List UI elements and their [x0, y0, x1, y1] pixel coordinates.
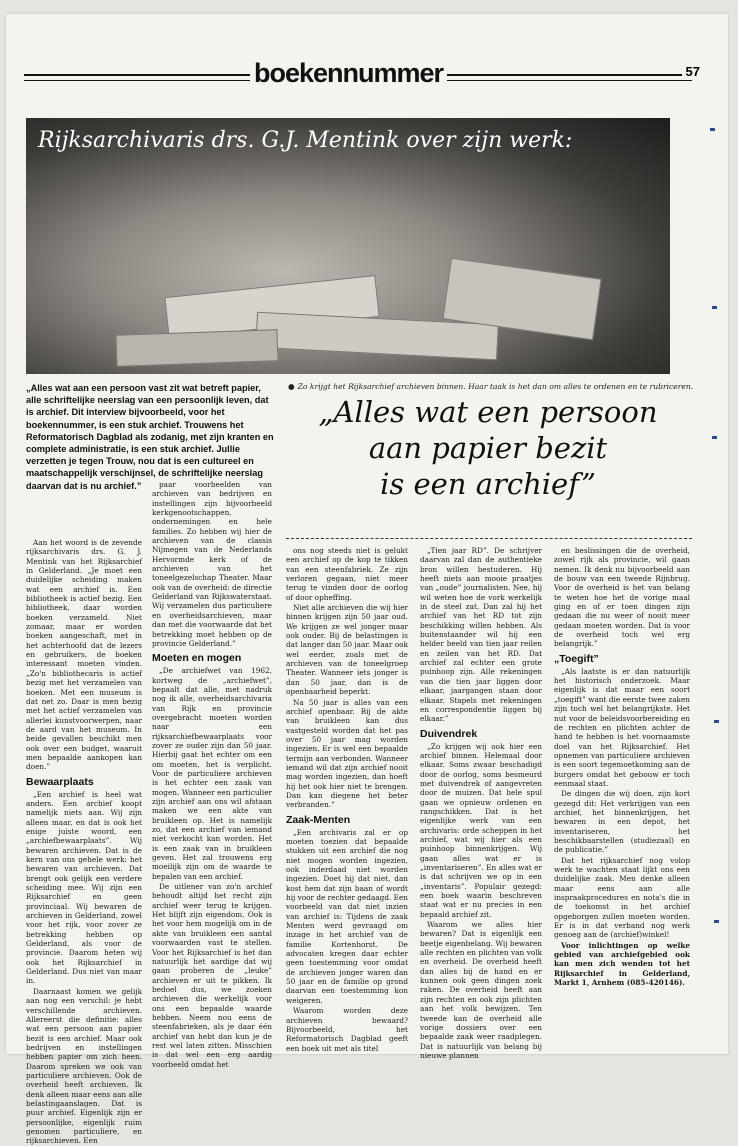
subheading: Zaak-Menten: [286, 813, 351, 826]
paragraph: Niet alle archieven die wij hier binnen krijgen zijn 50 jaar oud. We krijgen ze wel jonger maar ook ouder. Bij de belastingen is dat langer dan 50 jaar. Maar ook wel eerder, zoals met de archieven van de toneelgroep Theater. Wanneer iets jonger is dan 50 jaar, dan is de openbaarheid beperkt.: [286, 603, 408, 697]
pull-quote-divider: [286, 538, 692, 539]
photo-caption: [288, 382, 694, 391]
article-column-4: [420, 546, 542, 1060]
paragraph: paar voorbeelden van archieven van bedrijven en instellingen zijn bijvoorbeeld kerkgenootschappen, ondernemingen en hele families. Zo hebben wij hier de archieven van de classis Nijmegen van de Nederlands Hervormde kerk of de archieven van het toneelgezelschap Theater. Maar ook van de overheid: de directie Gelderland van Rijkswaterstaat. Wij verzamelen dus particuliere en overheidsarchieven, maar dan met die voorwaarde dat het betrekking moet hebben op de provincie Gelderland.”: [152, 480, 272, 648]
pull-quote-line: aan papier bezit: [368, 431, 608, 465]
paragraph: Waarom we alles hier bewaren? Dat is eigenlijk een beetje eigenbelang. Wij bewaren alle rechten en plichten van volk en overheid. De overheid heeft dan alles bij de hand en er kunnen ook geen dingen zoek raken. De overheid heeft aan zijn rechten en ook zijn plichten aan het volk bewijzen. Ten tweede kan de overheid alle vorige dossiers over een bepaalde zaak weer raadplegen. Dat is natuurlijk van belang bij nieuwe plannen: [420, 920, 542, 1060]
archive-photo: [26, 118, 670, 374]
caption-text: Zo krijgt het Rijksarchief archieven binnen. Haar taak is het dan om alles te ordenen en te rubriceren.: [297, 382, 694, 391]
binding-mark: [712, 306, 717, 309]
photo-headline: Rijksarchivaris drs. G.J. Mentink over zijn werk:: [38, 128, 573, 153]
paragraph: De uitlener van zo'n archief behoudt altijd het recht zijn archief weer terug te krijgen. Het blijft zijn eigendom. Ook is het voor hem mogelijk om in de akte van bruikleen een aantal voorwaarden vast te stellen. Voor het Rijksarchief is het dan natuurlijk het aardige dat wij gaan proberen de „leuke” archieven er uit te pikken. Ik bedoel dus, we zoeken archieven die werkelijk voor ons een bepaalde waarde hebben. Neem nou eens de steenfabrieken, als je daar één archief van hebt dan kun je de rest wel laten zitten. Misschien is dat wel een erg aardig voorbeeld omdat het: [152, 882, 272, 1069]
pull-quote: [288, 394, 688, 502]
paragraph: ons nog steeds niet is gelukt een archief op de kop te tikken van een steenfabriek. Ze zijn verloren gegaan, niet meer terug te vinden door de oorlog of door opheffing.: [286, 546, 408, 602]
binding-mark: [710, 128, 715, 131]
paragraph: Dat het rijksarchief nog volop werk te wachten staat lijkt ons een duidelijke zaak. Men denke alleen maar eens aan alle inspraakprocedures en nota's die in de toekomst in het archief opgeborgen zullen moeten worden. Er is in dat verband nog werk genoeg aan de (archief)winkel!: [554, 855, 690, 940]
paper-pile: [115, 329, 278, 367]
paragraph: De dingen die wij doen, zijn kort gezegd dit: Het verkrijgen van een archief, het binnenkrijgen, het bewaren in een depot, het inventariseren, het beschikbaarstellen (studiezaal) en de publicatie.”: [554, 789, 690, 855]
page-number: 57: [682, 64, 700, 79]
page-header: [24, 54, 700, 94]
subheading: Duivendrek: [420, 727, 478, 740]
binding-mark: [714, 720, 719, 723]
contact-paragraph: Voor inlichtingen op welke gebied van archiefgebied ook kan men zich wenden tot het Rijksarchief in Gelderland, Markt 1, Arnhem (085-420146).: [554, 940, 690, 988]
pull-quote-line: „Alles wat een persoon: [318, 395, 658, 429]
paragraph: Daarnaast komen we gelijk aan nog een verschil: je hebt verschillende archieven. Allereerst die definitie: alles wat een persoon aan papier bezit is een archief. Maar ook bedrijven en instellingen hebben papier om zich heen. Daarom spreken we ook van particuliere archieven. Ook de overheid heeft archieven. Ik denk alleen maar eens aan alle belastingaanslagen. Dat is puur archief. Eigenlijk zijn er persoonlijke, eigenlijk ruim genomen particuliere, en rijksarchieven. Een: [26, 986, 142, 1146]
paragraph: „De archiefwet van 1962, kortweg de „archiefwet”, bepaalt dat alle, met nadruk nog ik alle, overheidsarchivaria van Rijk en provincie overgebracht moeten worden naar een rijksarchiefbewaarplaats voor zover ze ouder zijn dan 50 jaar. Hierbij gaat het echter om een om moeten, het is verplicht. Voor de particuliere archieven is het echter een zaak van mogen. Wanneer een particulier zijn archief aan ons wil afstaan maken we een akte van bruikleen op. Het is namelijk zo, dat een archief van iemand niet verkocht kan worden. Het is een zaak van in bruikleen geven. Het zal trouwens erg moeilijk zijn om de waarde te bepalen van een archief.: [152, 666, 272, 881]
pull-quote-line: is een archief”: [380, 467, 596, 501]
paragraph: „Zo krijgen wij ook hier een archief binnen. Helemaal door elkaar. Soms zwaar beschadigd door de oorlog, soms besmeurd met duivendrek of aangevreten door de muizen. Dat hele spul gaan we opnieuw ordenen en rangschikken. Dat is het eigenlijke werk van een archivaris: orde scheppen in het archief, wat wij hier als een puinhoop binnenkrijgen. Wij gaan alles wat er is „inventariseren”. En alles wat er is dat schrijven we op in een „inventaris”. Populair gezegd: een boek waarin beschreven staat wat er nu precies in een bepaald archief zit.: [420, 741, 542, 919]
paragraph: „Tien jaar RD”. De schrijver daarvan zal dan de authentieke bron willen bestuderen. Hij heeft niets aan mooie praatjes van „oude” journalisten. Nee, hij wil weten hoe de vork werkelijk in de steel zat. Dan zal hij het archief van het RD tot zijn beschikking willen hebben. Als buitenstaander wil hij een helder beeld van tien jaar reilen en zeilen van het RD. Dat archief zal echter een grote puinhoop zijn. Alle rekeningen van die tien jaar liggen door elkaar, jaargangen staan door elkaar. Stapels met rekeningen en correspondentie liggen bij elkaar.”: [420, 546, 542, 724]
intro-paragraph: „Alles wat aan een persoon vast zit wat betreft papier, alle schriftelijke neerslag van een persoonlijk leven, dat is archief. Dit interview bijvoorbeeld, voor het boekennummer, is een stuk archief. Trouwens het Reformatorisch Dagblad als zodanig, met zijn kranten en complete administratie, is een stuk archief. Jullie verzetten je tegen Trouw, nou dat is een cultureel en maatschappelijk verschijnsel, de schriftelijke neerslag daarvan dat is nu archief.”: [26, 383, 274, 491]
paragraph: „Een archivaris zal er op moeten toezien dat bepaalde stukken uit een archief die nog niet mogen worden ingezien, ook inderdaad niet worden ingezien. Doet hij dat niet, dan kost hem dat zijn baan of wordt hij voor de rechter gedaagd. Een voorbeeld van dat niet inzien van archief is: Tijdens de zaak Menten werd gevraagd om inzage in het archief van de familie Kortenhorst. De advocaten kregen daar echter geen toestemming voor omdat de archieven jonger waren dan 50 jaar en de familie op grond daarvan een toestemming kon weigeren.: [286, 827, 408, 1005]
paragraph: „Als laatste is er dan natuurlijk het historisch onderzoek. Maar eigenlijk is dat maar een soort „toegift” want die eerste twee zaken zijn toch wel het belangrijkste. Het nut voor de beleidsvoorbereiding en de rechten en plichten achter de hand te hebben is het voornaamste doel van het Rijksarchief. Het opnemen van particuliere archieven is een soort tegemoetkoming aan de burgers omdat het gebouw er toch eenmaal staat.: [554, 666, 690, 788]
bullet-icon: ●: [288, 382, 295, 391]
paragraph: Aan het woord is de zevende rijksarchivaris drs. G. J. Mentink van het Rijksarchief in Gelderland. „Je moet een duidelijke scheiding maken wat een archief is. Een bibliotheek is actief bezig. Een bibliotheek, daar worden boeken verzameld. Niet zomaar, maar er worden boeken aangeschaft, met in het achterhoofd dat de lezers en gebruikers, de boeken interessant moeten vinden. „Zo'n bibliothecaris is actief bezig met het verzamelen van boeken. Met een museum is dat net zo. Daar is men bezig met het actief verzamelen van allerlei kunstvoorwerpen, naar de aard van het museum. In beide gevallen beschikt men ook over een budget, waaruit men bepaalde aankopen kan doen.”: [26, 538, 142, 772]
paragraph: Waarom worden deze archieven bewaard? Bijvoorbeeld, het Reformatorisch Dagblad geeft een boek uit met als titel: [286, 1006, 408, 1053]
paragraph: „Een archief is heel wat anders. Een archief koopt namelijk niets aan. Wij zijn alleen maar, en dat is ook het enige juiste woord, een „archiefbewaarplaats”. Wij bewaren archieven. Dat is de kern van ons gehele werk: het bewaren van archieven. Dat brengt ook gelijk een verdere scheiding mee. Wij zijn een Rijksarchief en geen provinciaal. Wij bewaren de archieven in Gelderland, zowel voor het rijk, voor zover ze betrekking hebben op Gelderland, als voor de provincie. Daarom heten wij ook het Rijksarchief in Gelderland. Dus niet van maar in.: [26, 789, 142, 986]
article-column-2: [152, 480, 272, 1069]
paragraph: Na 50 jaar is alles van een archief openbaar. Bij de akte van bruikleen kan dus vastgesteld worden dat het pas over 50 jaar mag worden ingezien. Er is wel een bepaalde termijn aan verbonden. Wanneer iemand wil dat zijn archief nooit mag worden ingezien, dan hoeft hij het ook hier niet te brengen. Dan kan diegene het beter verbranden.”: [286, 697, 408, 810]
binding-mark: [714, 920, 719, 923]
article-column-3: [286, 546, 408, 1053]
article-column-5: [554, 546, 690, 1046]
binding-mark: [712, 436, 717, 439]
subheading: Moeten en mogen: [152, 652, 242, 665]
paragraph: en beslissingen die de overheid, zowel rijk als provincie, wil gaan nemen. Ik denk nu bijvoorbeeld aan de bouw van een tweede Rijnbrug. Voor de overheid is het van belang te weten hoe het de vorige maal ging en of er toen dingen zijn gedaan die nu weer of nooit meer gedaan moeten worden. Dat is voor de overheid toch wel erg belangrijk.”: [554, 546, 690, 649]
newspaper-page: [6, 14, 728, 1146]
subheading: Bewaarplaats: [26, 775, 94, 788]
section-title: boekennummer: [250, 58, 447, 89]
subheading: „Toegift”: [554, 652, 599, 665]
article-column-1: [26, 538, 142, 1146]
